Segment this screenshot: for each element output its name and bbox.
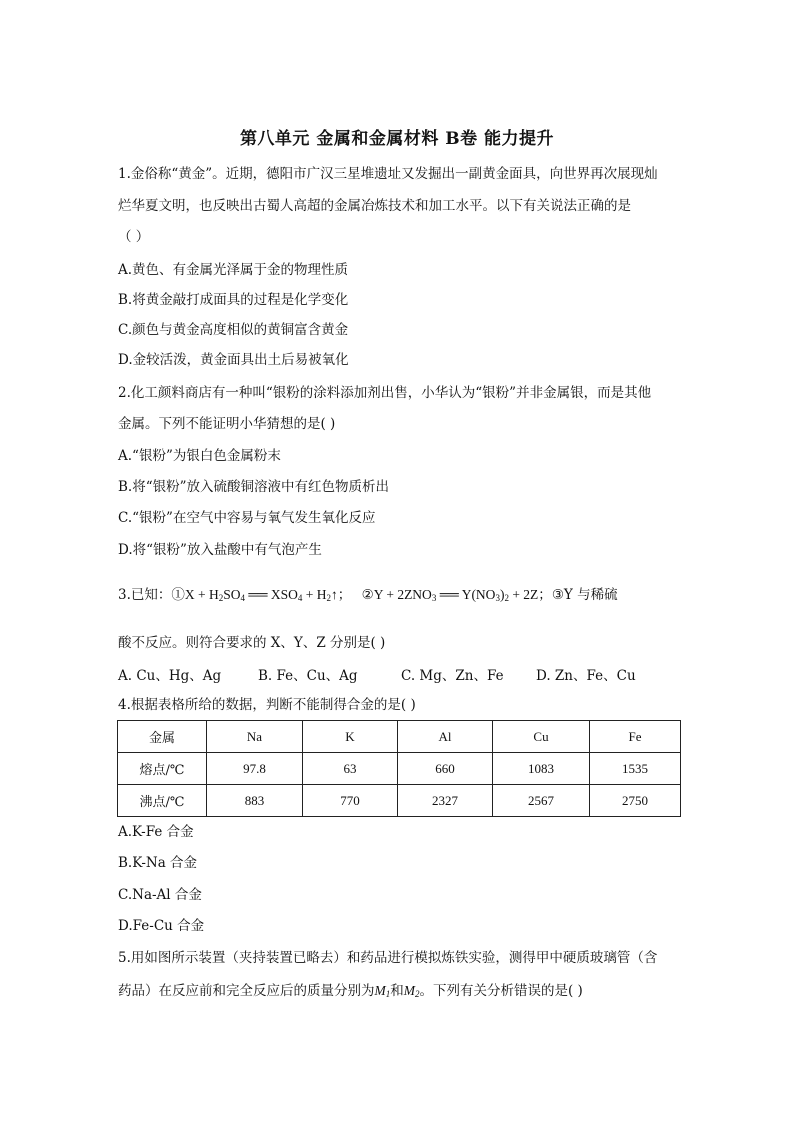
table-cell: 770 <box>303 785 398 817</box>
q1-option-c: C.颜色与黄金高度相似的黄铜富含黄金 <box>118 322 349 338</box>
table-header-cell: Cu <box>493 721 590 753</box>
table-header-row <box>118 721 681 753</box>
q3-stem-line1 <box>118 585 678 608</box>
q5-text-c: 。下列有关分析错误的是( ) <box>419 983 583 999</box>
q2-option-d: D.将“银粉”放入盐酸中有气泡产生 <box>118 542 322 558</box>
metal-data-table <box>117 720 681 817</box>
table-header-cell: K <box>303 721 398 753</box>
q5-text-a: 药品）在反应前和完全反应后的质量分别为 <box>118 983 375 999</box>
q3-equation-2: $Y + 2ZNO_3$ ══ $Y(NO_3)_2 + 2Z$； <box>373 587 552 603</box>
q3-options-row <box>118 664 678 684</box>
q3-option-c: C. Mg、Zn、Fe <box>401 668 504 684</box>
table-cell: 1535 <box>590 753 681 785</box>
table-cell: 2567 <box>493 785 590 817</box>
q1-option-b: B.将黄金敲打成面具的过程是化学变化 <box>118 292 349 308</box>
q1-option-d: D.金较活泼，黄金面具出土后易被氧化 <box>118 352 349 368</box>
q3-circle-3: ③ <box>551 587 564 603</box>
table-cell: 2750 <box>590 785 681 817</box>
q3-circle-2: ② <box>361 587 374 603</box>
q2-option-c: C.“银粉”在空气中容易与氧气发生氧化反应 <box>118 510 376 526</box>
q2-option-b: B.将“银粉”放入硫酸铜溶液中有红色物质析出 <box>118 479 390 495</box>
q3-option-d: D. Zn、Fe、Cu <box>536 668 636 684</box>
table-row <box>118 753 681 785</box>
table-header-cell: Al <box>398 721 493 753</box>
table-row <box>118 785 681 817</box>
q3-option-a: A. Cu、Hg、Ag <box>118 668 222 684</box>
q4-option-a: A.K-Fe 合金 <box>118 824 194 840</box>
table-cell: 熔点/℃ <box>118 753 207 785</box>
q4-option-c: C.Na-Al 合金 <box>118 887 202 903</box>
table-cell: 2327 <box>398 785 493 817</box>
table-cell: 1083 <box>493 753 590 785</box>
table-header-cell: Na <box>207 721 303 753</box>
q5-stem-line1: 5.用如图所示装置（夹持装置已略去）和药品进行模拟炼铁实验，测得甲中硬质玻璃管（含 <box>118 950 658 966</box>
q5-mass-m1: $M_1$ <box>374 983 391 999</box>
q3-condition-3: Y 与稀硫 <box>563 587 618 603</box>
table-header-cell: Fe <box>590 721 681 753</box>
q4-option-d: D.Fe-Cu 合金 <box>118 918 205 934</box>
table-header-cell: 金属 <box>118 721 207 753</box>
page-title: 第八单元 金属和金属材料 B卷 能力提升 <box>239 129 555 149</box>
table-cell: 沸点/℃ <box>118 785 207 817</box>
table-cell: 660 <box>398 753 493 785</box>
table-cell: 63 <box>303 753 398 785</box>
q2-stem-line2: 金属。下列不能证明小华猜想的是( ) <box>118 416 336 432</box>
q3-option-b: B. Fe、Cu、Ag <box>258 668 358 684</box>
q1-option-a: A.黄色、有金属光泽属于金的物理性质 <box>118 262 349 278</box>
q5-text-b: 和 <box>390 983 404 999</box>
table-cell: 883 <box>207 785 303 817</box>
q5-stem-line2 <box>118 981 678 1004</box>
q5-mass-m2: $M_2$ <box>403 983 420 999</box>
q4-option-b: B.K-Na 合金 <box>118 855 198 871</box>
q2-option-a: A.“银粉”为银白色金属粉末 <box>118 448 281 464</box>
q4-stem: 4.根据表格所给的数据，判断不能制得合金的是( ) <box>118 697 416 713</box>
q1-answer-blank: （ ） <box>118 229 150 245</box>
q2-stem-line1: 2.化工颜料商店有一种叫“银粉的涂料添加剂出售，小华认为“银粉”并非金属银，而是其他 <box>118 385 652 401</box>
q3-prefix: 3.已知： <box>118 587 172 603</box>
q3-circle-1: ① <box>171 587 185 603</box>
q1-stem-line2: 烂华夏文明，也反映出古蜀人高超的金属冶炼技术和加工水平。以下有关说法正确的是 <box>118 198 631 214</box>
table-cell: 97.8 <box>207 753 303 785</box>
q1-stem-line1: 1.金俗称“黄金”。近期，德阳市广汉三星堆遗址又发掘出一副黄金面具，向世界再次展现灿 <box>118 166 658 182</box>
q3-stem-line2: 酸不反应。则符合要求的 X、Y、Z 分别是( ) <box>118 635 386 651</box>
q3-equation-1: $X + H_2SO_4$ ══ $XSO_4$ + $H_2↑$； <box>184 587 352 603</box>
